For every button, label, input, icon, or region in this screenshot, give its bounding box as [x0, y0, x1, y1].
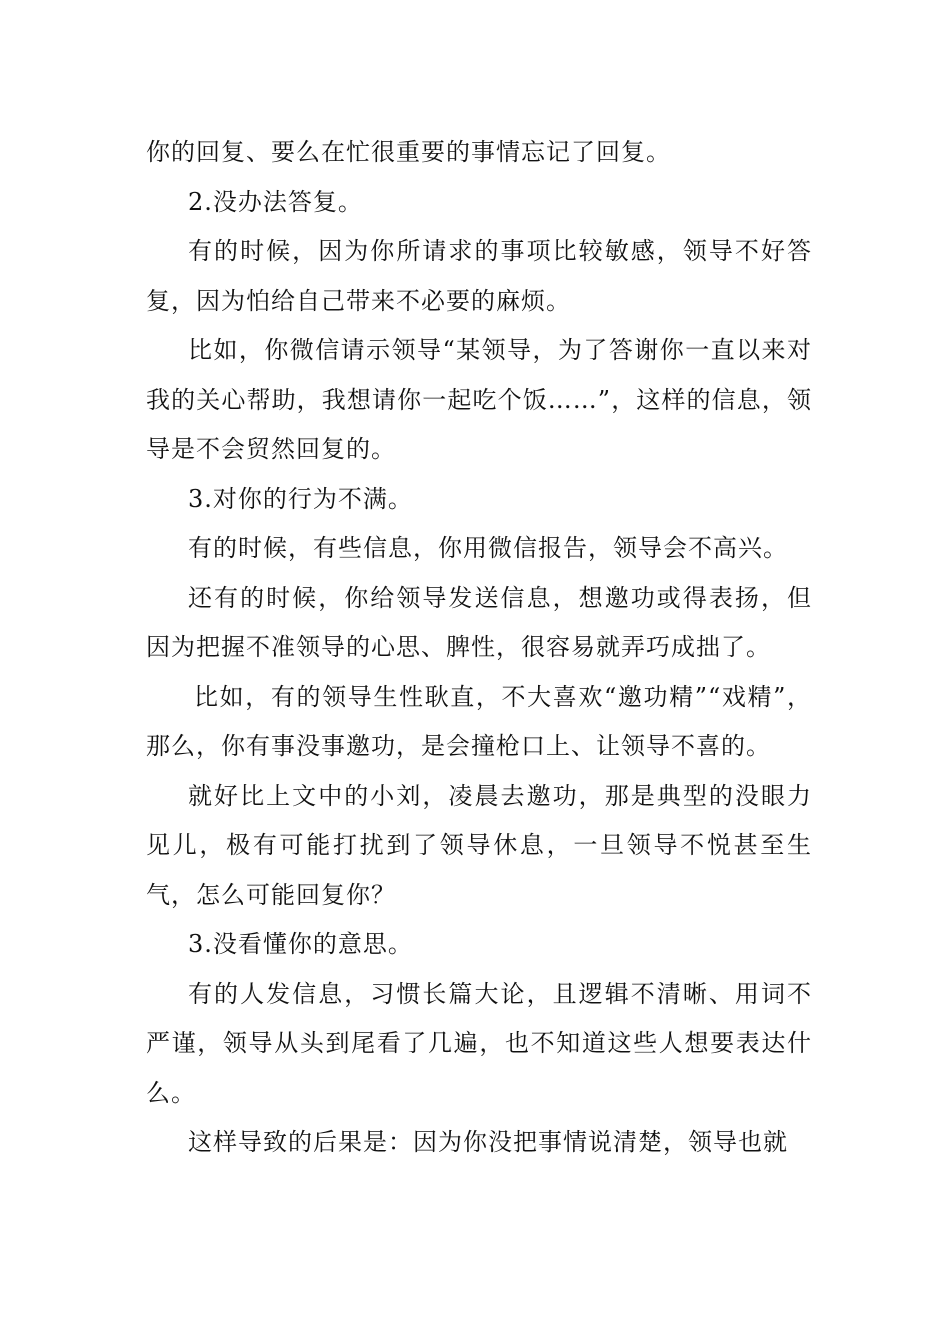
paragraph-continuation: 你的回复、要么在忙很重要的事情忘记了回复。 [146, 138, 671, 166]
paragraph: 有的时候，有些信息，你用微信报告，领导会不高兴。 [188, 534, 788, 562]
section-heading-cannot-answer: 2.没办法答复。 [188, 187, 363, 216]
section-heading-not-understood: 3.没看懂你的意思。 [188, 930, 413, 958]
paragraph: 有的时候，因为你所请求的事项比较敏感，领导不好答复，因为怕给自己带来不必要的麻烦。 [146, 237, 812, 315]
paragraph: 这样导致的后果是：因为你没把事情说清楚，领导也就 [188, 1128, 788, 1156]
paragraph: 还有的时候，你给领导发送信息，想邀功或得表扬，但因为把握不准领导的心思、脾性，很容易就弄巧成拙了。 [146, 583, 812, 661]
paragraph: 就好比上文中的小刘，凌晨去邀功，那是典型的没眼力见儿，极有可能打扰到了领导休息，一旦领导不悦甚至生气，怎么可能回复你？ [146, 781, 812, 909]
paragraph-example: 比如，你微信请示领导“某领导，为了答谢你一直以来对我的关心帮助，我想请你一起吃个饭……”，这样的信息，领导是不会贸然回复的。 [146, 336, 812, 463]
document-page [146, 128, 812, 1168]
section-heading-dissatisfied: 3.对你的行为不满。 [188, 484, 413, 513]
paragraph-example: 比如，有的领导生性耿直，不大喜欢“邀功精”“戏精”，那么，你有事没事邀功，是会撞枪口上、让领导不喜的。 [146, 682, 812, 760]
paragraph: 有的人发信息，习惯长篇大论，且逻辑不清晰、用词不严谨，领导从头到尾看了几遍，也不知道这些人想要表达什么。 [146, 979, 812, 1107]
